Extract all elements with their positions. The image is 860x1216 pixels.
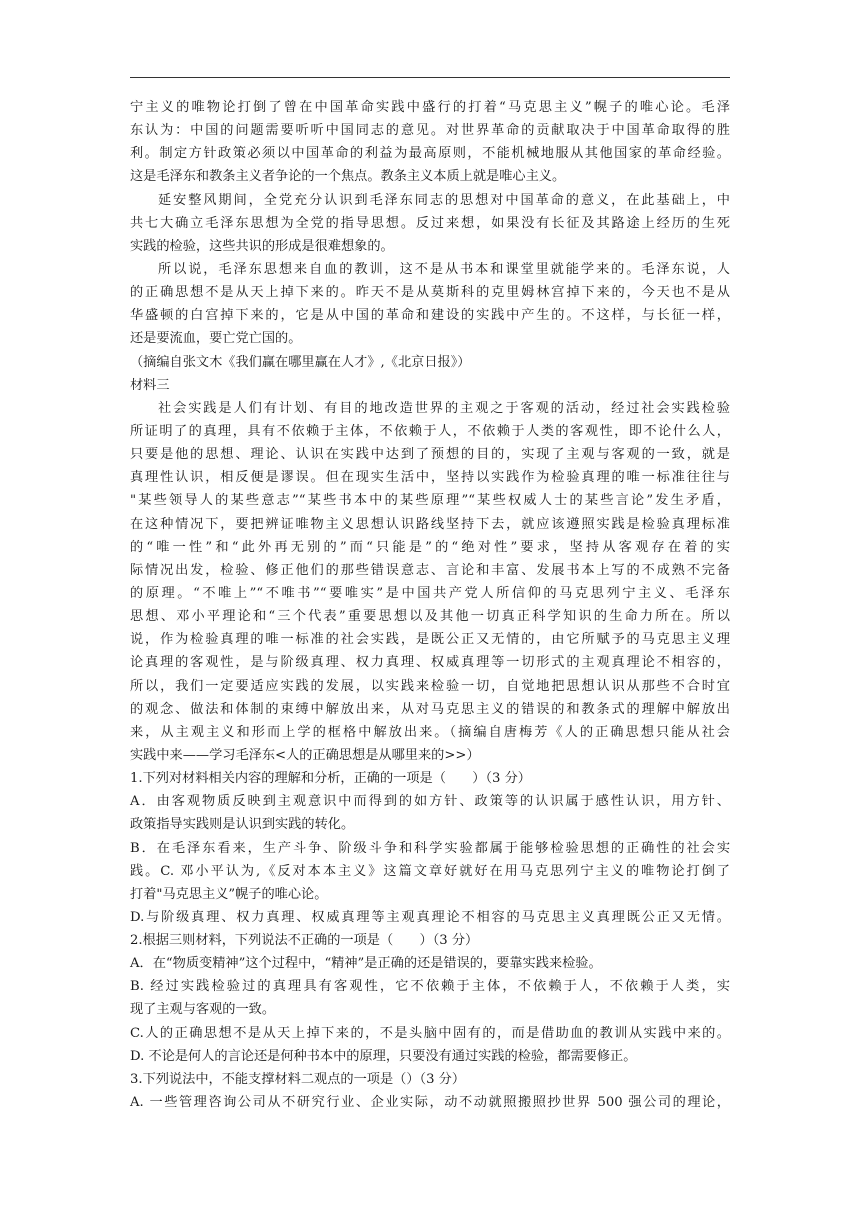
text-line: 的正确思想不是从天上掉下来的。昨天不是从莫斯科的克里姆林宫掉下来的，今天也不是从 [130,285,730,301]
text-line: 际情况出发，检验、修正他们的那些错误意志、言论和丰富、发展书本上写的不成熟不完备 [130,562,730,578]
text-line: 真理性认识，相反便是谬误。但在现实生活中，坚持以实践作为检验真理的唯一标准往往与 [130,470,730,486]
text-line: "某些领导人的某些意志”“某些书本中的某些原理”“某些权威人士的某些言论”发生矛盾， [130,493,730,509]
text-line: 3.下列说法中，不能支撑材料二观点的一项是（）（3 分） [130,1071,466,1087]
text-line: 思想、邓小平理论和“三个代表”重要思想以及其他一切真正科学知识的生命力所在。所以 [130,609,730,625]
text-line: A. 一些管理咨询公司从不研究行业、企业实际，动不动就照搬照抄世界 500 强公司的理论， [130,1095,730,1111]
text-line: 论真理的客观性，是与阶级真理、权力真理、权威真理等一切形式的主观真理论不相容的， [130,655,730,671]
text-line: B. 经过实践检验过的真理具有客观性，它不依赖于主体，不依赖于人，不依赖于人类，实 [130,979,730,995]
document-body [130,96,730,1114]
text-line: 还是要流血，要亡党亡国的。 [130,331,302,347]
text-line: A．在“物质变精神”这个过程中，“精神”是正确的还是错误的，要靠实践来检验。 [130,956,602,972]
text-line: 这是毛泽东和教条主义者争论的一个焦点。教条主义本质上就是唯心主义。 [130,169,566,185]
text-line: 来，从主观主义和形而上学的框格中解放出来。（摘编自唐梅芳《人的正确思想只能从社会 [130,724,730,740]
text-line: 的原理。“不唯上”“不唯书”“要唯实”是中国共产党人所信仰的马克思列宁主义、毛泽东 [130,585,730,601]
text-line: 东认为：中国的问题需要听听中国同志的意见。对世界革命的贡献取决于中国革命取得的胜 [130,123,730,139]
text-line: 说，作为检验真理的唯一标准的社会实践，是既公正又无情的，由它所赋予的马克思主义理 [130,632,730,648]
text-line: 所证明了的真理，具有不依赖于主体，不依赖于人，不依赖于人类的客观性，即不论什么人， [130,423,730,439]
text-line: D. 不论是何人的言论还是何种书本中的原理，只要没有通过实践的检验，都需要修正。 [130,1048,637,1064]
text-line: 实践的检验，这些共识的形成是很难想象的。 [130,238,394,254]
text-line: C.人的正确思想不是从天上掉下来的，不是头脑中固有的，而是借助血的教训从实践中来的。 [130,1025,730,1041]
text-line: D.与阶级真理、权力真理、权威真理等主观真理论不相容的马克思主义真理既公正又无情。 [130,909,730,925]
text-line: 1.下列对材料相关内容的理解和分析，正确的一项是（ ）（3 分） [130,771,531,787]
text-line: （摘编自张文木《我们赢在哪里赢在人才》,《北京日报》） [130,354,471,370]
text-line: 华盛顿的白宫掉下来的，它是从中国的革命和建设的实践中产生的。不这样，与长征一样， [130,308,730,324]
text-line: 材料三 [130,377,170,393]
text-line: 宁主义的唯物论打倒了曾在中国革命实践中盛行的打着“马克思主义”幌子的唯心论。毛泽 [130,100,730,115]
text-line: 延安整风期间，全党充分认识到毛泽东同志的思想对中国革命的意义，在此基础上，中 [158,192,730,208]
text-line: 2.根据三则材料，下列说法不正确的一项是（ ）（3 分） [130,933,479,949]
text-line: 利。制定方针政策必须以中国革命的利益为最高原则，不能机械地服从其他国家的革命经验。 [130,146,730,162]
text-line: 政策指导实践则是认识到实践的转化。 [130,817,355,833]
text-line: 践。C. 邓小平认为,《反对本本主义》这篇文章好就好在用马克思列宁主义的唯物论打倒了 [130,863,730,879]
text-line: 共七大确立毛泽东思想为全党的指导思想。反过来想，如果没有长征及其路途上经历的生死 [130,215,730,231]
text-line: 现了主观与客观的一致。 [130,1002,276,1018]
text-line: 实践中来——学习毛泽东<人的正确思想是从哪里来的>>） [130,747,480,763]
text-line: A．由客观物质反映到主观意识中而得到的如方针、政策等的认识属于感性认识，用方针、 [130,794,730,810]
text-line: 的观念、做法和体制的束缚中解放出来，从对马克思主义的错误的和教条式的理解中解放出 [130,701,730,717]
text-line: 社会实践是人们有计划、有目的地改造世界的主观之于客观的活动，经过社会实践检验 [158,400,730,416]
text-line: 所以，我们一定要适应实践的发展，以实践来检验一切，自觉地把思想认识从那些不合时宜 [130,678,730,694]
text-line: 所以说，毛泽东思想来自血的教训，这不是从书本和课堂里就能学来的。毛泽东说，人 [158,261,730,277]
text-line: 的“唯一性”和“此外再无别的”而“只能是”的“绝对性”要求，坚持从客观存在着的实 [130,539,730,555]
text-line: B．在毛泽东看来，生产斗争、阶级斗争和科学实验都属于能够检验思想的正确性的社会实 [130,840,730,856]
text-line: 打着"马克思主义”幌子的唯心论。 [130,886,328,902]
text-line: 只要是他的思想、理论、认识在实践中达到了预想的目的，实现了主观与客观的一致，就是 [130,447,730,463]
text-line: 在这种情况下，要把辨证唯物主义思想认识路线坚持下去，就应该遵照实践是检验真理标准 [130,516,730,532]
header-rule [130,77,730,78]
